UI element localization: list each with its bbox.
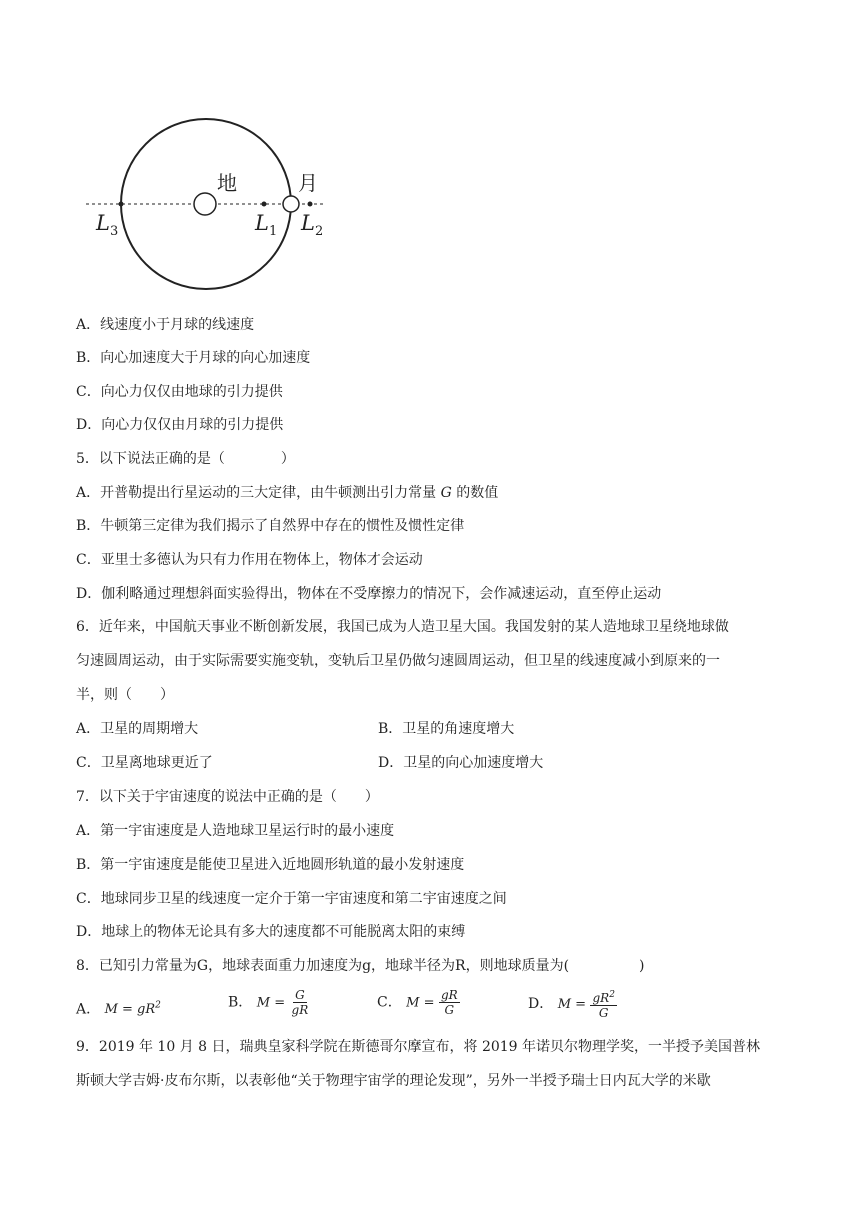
q6-option-a: A．卫星的周期增大 <box>76 721 199 737</box>
q5-option-a-text: A．开普勒提出行星运动的三大定律，由牛顿测出引力常量 <box>76 485 437 501</box>
q5-option-d: D．伽利略通过理想斜面实验得出，物体在不受摩擦力的情况下，会作减速运动，直至停止运动 <box>76 586 662 602</box>
q4-option-c: C．向心力仅仅由地球的引力提供 <box>76 384 283 400</box>
q7-stem: 7．以下关于宇宙速度的说法中正确的是（ ） <box>76 789 379 805</box>
earth-label: 地 <box>217 171 237 195</box>
q7-option-c: C．地球同步卫星的线速度一定介于第一宇宙速度和第二宇宙速度之间 <box>76 891 507 907</box>
q8-option-c <box>377 988 460 1017</box>
q8-option-c-lhs: M = <box>406 995 435 1011</box>
q5-option-b: B．牛顿第三定律为我们揭示了自然界中存在的惯性及惯性定律 <box>76 518 465 534</box>
l3-point <box>119 202 124 207</box>
q6-stem-line-3: 半，则（ ） <box>76 687 174 703</box>
q5-option-a <box>76 483 498 503</box>
q9-line-2: 斯顿大学吉姆·皮布尔斯，以表彰他“关于物理宇宙学的理论发现”，另外一半授予瑞士日内瓦大学的米歇 <box>76 1073 711 1089</box>
q8-option-a-label: A． <box>76 1001 101 1018</box>
l2-label: $L_2$ <box>301 211 324 239</box>
q8-option-c-fraction: $\frac{gR}{G}$ <box>440 988 458 1017</box>
q6-option-b: B．卫星的角速度增大 <box>378 721 515 737</box>
q7-option-b: B．第一宇宙速度是能使卫星进入近地圆形轨道的最小发射速度 <box>76 857 465 873</box>
q8-option-d-fraction: $\frac{gR^2}{G}$ <box>592 990 615 1020</box>
q8-option-a <box>76 996 161 1020</box>
q8-option-d <box>528 988 617 1020</box>
q7-option-a: A．第一宇宙速度是人造地球卫星运行时的最小速度 <box>76 823 395 839</box>
earth-moon-lagrange-diagram <box>86 118 336 294</box>
l3-label: $L_3$ <box>96 211 119 239</box>
moon-circle <box>283 196 299 212</box>
q5-option-c: C．亚里士多德认为只有力作用在物体上，物体才会运动 <box>76 552 423 568</box>
q4-option-b: B．向心加速度大于月球的向心加速度 <box>76 350 311 366</box>
q9-line-1: 9．2019 年 10 月 8 日，瑞典皇家科学院在斯德哥尔摩宣布，将 2019 年诺贝尔物理学奖，一半授予美国普林 <box>76 1039 761 1055</box>
moon-label: 月 <box>298 171 318 195</box>
q7-option-d: D．地球上的物体无论具有多大的速度都不可能脱离太阳的束缚 <box>76 924 466 940</box>
q5-stem: 5．以下说法正确的是（ ） <box>76 451 295 467</box>
q8-option-d-lhs: M = <box>557 997 587 1012</box>
l1-label: $L_1$ <box>255 211 278 239</box>
q8-option-b-fraction: $\frac{G}{gR}$ <box>291 988 309 1017</box>
q8-option-b-label: B． <box>228 994 253 1011</box>
q8-stem: 8．已知引力常量为G，地球表面重力加速度为g，地球半径为R，则地球质量为( ) <box>76 958 645 974</box>
q6-option-c: C．卫星离地球更近了 <box>76 755 213 771</box>
q4-option-d: D．向心力仅仅由月球的引力提供 <box>76 417 284 433</box>
q6-stem-line-1: 6．近年来，中国航天事业不断创新发展，我国已成为人造卫星大国。我国发射的某人造地球卫星绕地球做 <box>76 619 729 635</box>
q6-stem-line-2: 匀速圆周运动，由于实际需要实施变轨，变轨后卫星仍做匀速圆周运动，但卫星的线速度减小到原来的一 <box>76 653 720 669</box>
q8-option-a-formula: $M = gR^2$ <box>104 1001 161 1018</box>
q8-option-d-label: D． <box>528 996 554 1012</box>
q5-option-a-post: 的数值 <box>456 485 499 501</box>
earth-circle <box>194 193 216 215</box>
q5-option-a-var: G <box>440 485 452 501</box>
q6-option-d: D．卫星的向心加速度增大 <box>378 755 544 771</box>
l1-point <box>262 202 267 207</box>
q4-option-a: A．线速度小于月球的线速度 <box>76 317 255 333</box>
l2-point <box>308 202 313 207</box>
q8-option-b-lhs: M = <box>256 995 286 1011</box>
q8-option-b <box>228 988 310 1017</box>
q8-option-c-label: C． <box>377 994 402 1011</box>
